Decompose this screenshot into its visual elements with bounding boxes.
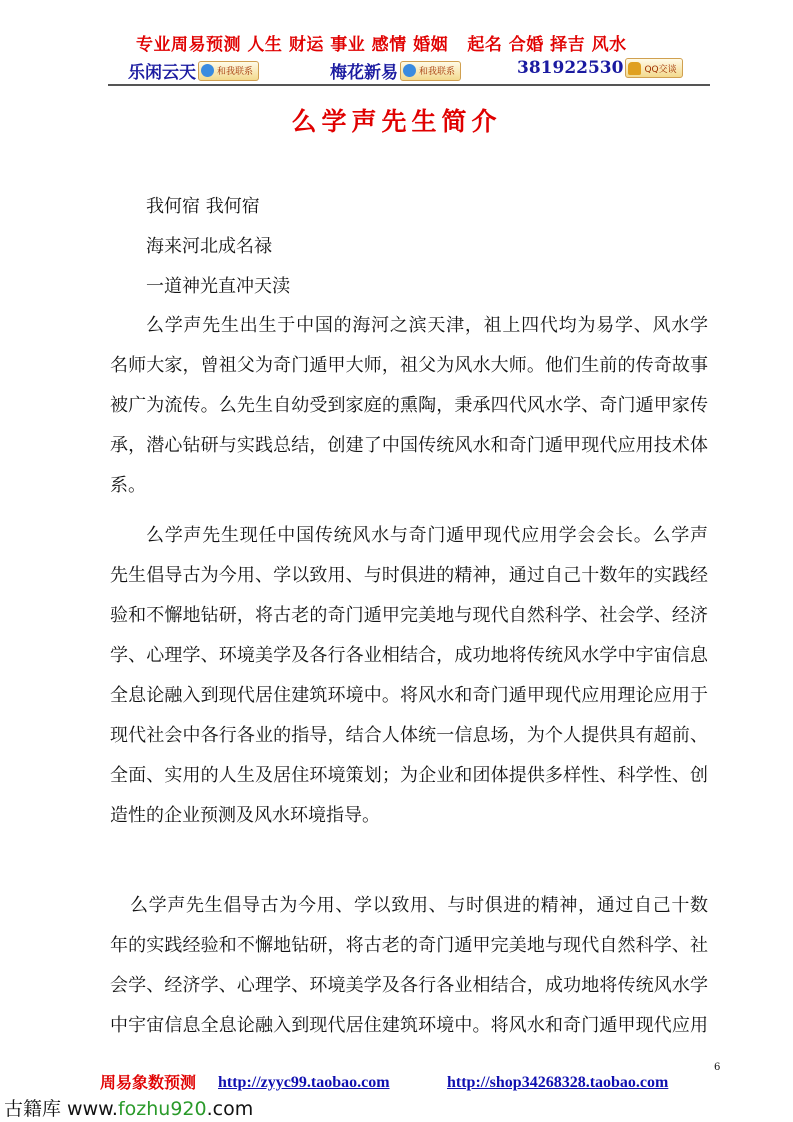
- poem-line: 我何宿 我何宿: [146, 196, 260, 217]
- paragraph-line: 么学声先生倡导古为今用、学以致用、与时俱进的精神，通过自己十数: [130, 895, 708, 916]
- paragraph-line: 年的实践经验和不懈地钻研，将古老的奇门遁甲完美地与现代自然科学、社: [110, 935, 708, 956]
- paragraph-line: 全面、实用的人生及居住环境策划；为企业和团体提供多样性、科学性、创: [110, 765, 708, 786]
- contact-button-label: 和我联系: [419, 67, 456, 77]
- paragraph-line: 么学声先生现任中国传统风水与奇门遁甲现代应用学会会长。么学声: [146, 525, 708, 546]
- paragraph-line: 全息论融入到现代居住建筑环境中。将风水和奇门遁甲现代应用理论应用于: [110, 685, 708, 706]
- contact-2: [330, 58, 461, 83]
- page-number: 6: [714, 1062, 721, 1073]
- services-banner: 专业周易预测 人生 财运 事业 感情 婚姻 起名 合婚 择吉 风水: [136, 35, 627, 55]
- contact-1: [128, 58, 259, 83]
- footer-link-zyyc99[interactable]: http://zyyc99.taobao.com: [218, 1074, 390, 1091]
- contact-button[interactable]: [198, 61, 259, 81]
- paragraph-line: 会学、经济学、心理学、环境美学及各行各业相结合，成功地将传统风水学: [110, 975, 708, 996]
- poem-line: 海来河北成名禄: [146, 236, 272, 257]
- watermark-prefix: 古籍库 www.: [4, 1098, 118, 1120]
- contact-button[interactable]: [400, 61, 461, 81]
- paragraph-line: 么学声先生出生于中国的海河之滨天津，祖上四代均为易学、风水学: [146, 315, 708, 336]
- paragraph-line: 先生倡导古为今用、学以致用、与时俱进的精神，通过自己十数年的实践经: [110, 565, 708, 586]
- watermark-suffix: .com: [206, 1098, 254, 1120]
- contact-name: 梅花新易: [330, 63, 398, 83]
- chat-icon: [201, 64, 214, 77]
- contact-button-label: 和我联系: [217, 67, 254, 77]
- contact-qq: [517, 58, 683, 78]
- paragraph-line: 学、心理学、环境美学及各行各业相结合，成功地将传统风水学中宇宙信息: [110, 645, 708, 666]
- qq-penguin-icon: [628, 62, 641, 75]
- paragraph-line: 现代社会中各行各业的指导，结合人体统一信息场，为个人提供具有超前、: [110, 725, 708, 746]
- paragraph-line: 名师大家，曾祖父为奇门遁甲大师，祖父为风水大师。他们生前的传奇故事: [110, 355, 708, 376]
- header-divider: [108, 84, 710, 86]
- page-title: 么学声先生简介: [291, 107, 502, 136]
- footer-link-shop[interactable]: http://shop34268328.taobao.com: [447, 1074, 669, 1091]
- paragraph-line: 中宇宙信息全息论融入到现代居住建筑环境中。将风水和奇门遁甲现代应用: [110, 1015, 708, 1036]
- watermark: [4, 1098, 253, 1120]
- qq-button-label: QQ交谈: [644, 64, 677, 75]
- chat-icon: [403, 64, 416, 77]
- watermark-domain: fozhu920: [117, 1098, 207, 1120]
- paragraph-line: 承，潜心钻研与实践总结，创建了中国传统风水和奇门遁甲现代应用技术体: [110, 435, 708, 456]
- poem-line: 一道神光直冲天渎: [146, 276, 290, 297]
- paragraph-line: 被广为流传。么先生自幼受到家庭的熏陶，秉承四代风水学、奇门遁甲家传: [110, 395, 708, 416]
- qq-chat-button[interactable]: [625, 58, 682, 78]
- paragraph-line: 造性的企业预测及风水环境指导。: [110, 805, 380, 826]
- paragraph-line: 系。: [110, 475, 146, 496]
- contact-name: 乐闲云天: [128, 63, 196, 83]
- qq-number: 381922530: [517, 58, 624, 78]
- footer-brand: 周易象数预测: [100, 1073, 197, 1092]
- paragraph-line: 验和不懈地钻研，将古老的奇门遁甲完美地与现代自然科学、社会学、经济: [110, 605, 708, 626]
